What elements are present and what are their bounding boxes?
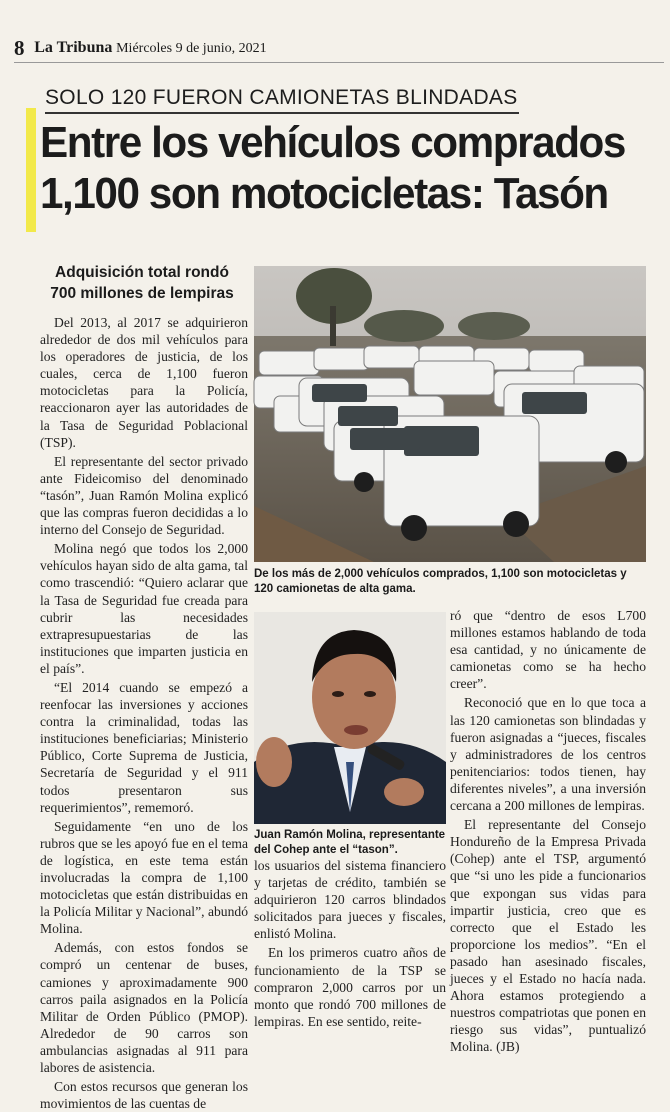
headline [40,117,635,219]
paragraph: Del 2013, al 2017 se adquirieron alrededor de dos mil vehículos para los operadores de justicia, de los cuales, cerca de 1,100 fueron motocicletas para la Policía, reaccionaron ayer las autoridades de la Tasa de Seguridad Poblacional (TSP). [40,315,248,450]
headline-line-1: Entre los vehículos comprados [40,118,625,167]
suv-fleet-photo [254,266,646,562]
paragraph: Además, con estos fondos se compró un centenar de buses, camiones y aproximadamente 900 carros paila asignados en la Policía Militar de Orden Público (PMOP). Alrededor de 90 carros son ambulancias asignadas al 911 para labores de asistencia. [40,940,248,1076]
paragraph: El representante del Consejo Hondureño de la Empresa Privada (Cohep) ante el TSP, argumentó que “si uno les pide a funcionarios que expongan sus vidas para impartir justicia, creo que es correcto que el Estado les proporcione los medios”. “En el pasado han asesinado fiscales, jueces y el Estado no hacía nada. Ahora estamos protegiendo a nuestros compatriotas que ponen en riesgo sus vidas”, puntualizó Molina. (JB) [450,817,646,1055]
masthead [14,36,664,58]
paragraph: El representante del sector privado ante Fideicomiso del denominado “tasón”, Juan Ramón Molina explicó que las compras fueron decididas a lo interno del Consejo de Seguridad. [40,453,248,538]
paragraph: Molina negó que todos los 2,000 vehículos hayan sido de alta gama, tal como trascendió: “Quiero aclarar que la Tasa de Seguridad fue creada para cubrir las necesidades extrapresupuestarias de las instituciones que imparten justicia en el país”. [40,541,248,676]
article-column-1 [40,314,248,1112]
masthead-rule [14,62,664,63]
paragraph: “El 2014 cuando se empezó a reenfocar las inversiones y acciones contra la criminalidad, todas las instituciones beneficiarias; Ministerio Público, Corte Suprema de Justicia, Secretaría de Seguridad y el 911 todos presentaron sus requerimientos”, rememoró. [40,679,248,815]
article-column-2 [254,857,446,1029]
photo-caption: Juan Ramón Molina, representante del Cohep ante el “tason”. [254,829,446,856]
headline-line-2: 1,100 son motocicletas: Tasón [40,169,608,218]
paragraph: En los primeros cuatro años de funcionamiento de la TSP se compraron 2,000 carros por un monto que rondó 700 millones de lempiras. En ese sentido, reite- [254,945,446,1029]
paragraph: Con estos recursos que generan los movimientos de las cuentas de [40,1079,248,1112]
newspaper-name: La Tribuna [34,38,113,56]
paragraph: Seguidamente “en uno de los rubros que se les apoyó fue en el tema de logística, en este tema están involucradas la compra de 1,100 motocicletas que están distribuidas en la Policía Militar y Nacional”, abundó Molina. [40,818,248,937]
speaker-portrait-photo [254,612,446,824]
article-column-3 [450,607,646,1055]
page-number: 8 [14,36,25,60]
kicker: SOLO 120 FUERON CAMIONETAS BLINDADAS [45,86,519,114]
paragraph: los usuarios del sistema financiero y tarjetas de crédito, también se adquirieron 120 carros blindados solicitados para jueces y fiscales, enlistó Molina. [254,858,446,942]
subheadline: Adquisición total rondó 700 millones de lempiras [50,264,234,302]
photo-caption: De los más de 2,000 vehículos comprados, 1,100 son motocicletas y 120 camionetas de alta gama. [254,568,627,595]
paragraph: ró que “dentro de esos L700 millones estamos hablando de toda esa cantidad, y no únicamente de camionetas como se ha hecho creer”. [450,608,646,692]
paragraph: Reconoció que en lo que toca a las 120 camionetas son blindadas y fueron asignadas a “jueces, fiscales y administradores de los centros penitenciarios: todos tienen, hay diferentes niveles”, a una inversión cercana a 200 millones de lempiras. [450,695,646,814]
publication-date: Miércoles 9 de junio, 2021 [116,40,267,56]
highlighter-mark [26,108,36,232]
